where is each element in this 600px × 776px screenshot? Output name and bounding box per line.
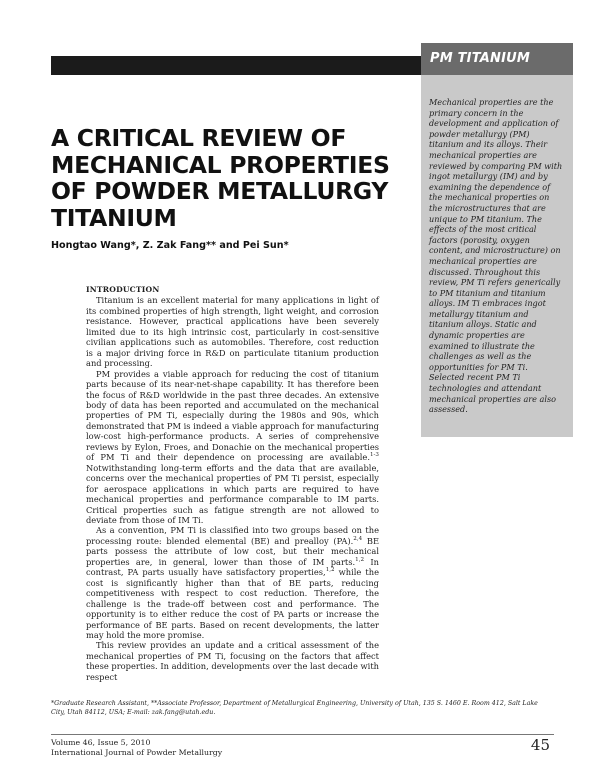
page-number: 45 bbox=[530, 736, 550, 754]
header-bar bbox=[51, 56, 421, 75]
paragraph-1: Titanium is an excellent material for many applications in light of its combined properties of high strength, light weight, and corrosion resistance. However, practical applications have been severely limited due to its high intrinsic cost, particularly in cost-sensitive civilian applications such as automobiles. Therefore, cost reduction is a major driving force in R&D on particulate titanium production and processing. bbox=[86, 295, 379, 369]
footer-divider bbox=[51, 734, 554, 735]
journal-info bbox=[51, 738, 222, 757]
journal-name: International Journal of Powder Metallurgy bbox=[51, 747, 223, 757]
citation-ref: 1-3 bbox=[369, 452, 379, 459]
article-authors: Hongtao Wang*, Z. Zak Fang** and Pei Sun* bbox=[51, 240, 289, 251]
abstract-sidebar bbox=[421, 43, 573, 437]
author-footnote: *Graduate Research Assistant, **Associate Professor, Department of Metallurgical Engineering, University of Utah, 135 S. 1460 E. Room 412, Salt Lake City, Utah 84112, USA; E-mail: zak.fang@utah.edu. bbox=[51, 700, 538, 716]
section-heading-introduction: INTRODUCTION bbox=[86, 285, 160, 294]
paragraph-4: This review provides an update and a critical assessment of the mechanical properties of PM Ti, focusing on the factors that affect these properties. In addition, developments over the last decade with respect bbox=[86, 640, 379, 682]
paragraph-2: PM provides a viable approach for reducing the cost of titanium parts because of its near-net-shape capability. It has therefore been the focus of R&D worldwide in the past three decades. An extensive body of data has been reported and accumulated on the mechanical properties of PM Ti, especially during the 1980s and 90s, which demonstrated that PM is indeed a viable approach for manufacturing low-cost high-performance products. A series of comprehensive reviews by Eylon, Froes, and Donachie on the mechanical properties of PM Ti and their dependence on processing are available.$^{1-3}$ Notwithstanding long-term efforts and the data that are available, concerns over the mechanical properties of PM Ti persist, especially for aerospace applications in which parts are required to have mechanical properties and performance comparable to IM parts. Critical properties such as fatigue strength are not allowed to deviate from those of IM Ti. bbox=[86, 368, 379, 525]
citation-ref: 1,2 bbox=[355, 557, 365, 564]
article-body bbox=[86, 285, 379, 682]
abstract-text: Mechanical properties are the primary concern in the development and application of powder metallurgy (PM) titanium and its alloys. Their mechanical properties are reviewed by comparing PM with ingot metallurgy (IM) and by examining the dependence of the mechanical properties on the microstructures that are unique to PM titanium. The effects of the most critical factors (porosity, oxygen content, and microstructure) on mechanical properties are discussed. Throughout this review, PM Ti refers generically to PM titanium and titanium alloys. IM Ti embraces ingot metallurgy titanium and titanium alloys. Static and dynamic properties are examined to illustrate the challenges as well as the opportunities for PM Ti. Selected recent PM Ti technologies and attendant mechanical properties are also assessed. bbox=[429, 97, 563, 415]
citation-ref: 1,2 bbox=[325, 567, 335, 574]
volume-issue: Volume 46, Issue 5, 2010 bbox=[51, 738, 151, 747]
article-title: A CRITICAL REVIEW OF MECHANICAL PROPERTIES OF POWDER METALLURGY TITANIUM bbox=[51, 124, 390, 232]
section-label: PM TITANIUM bbox=[421, 43, 573, 75]
citation-ref: 2,4 bbox=[353, 536, 363, 543]
paragraph-3: As a convention, PM Ti is classified into two groups based on the processing route: blended elemental (BE) and prealloy (PA).$^{2,4}$ BE parts possess the attribute of low cost, but their mechanical properties are, in general, lower than those of IM parts.$^{1,2}$ In contrast, PA parts usually have satisfactory properties,$^{1,2}$ while the cost is significantly higher than that of BE parts, reducing competitiveness with respect to cost reduction. Therefore, the challenge is the trade-off between cost and performance. The opportunity is to either reduce the cost of PA parts or increase the performance of BE parts. Based on recent developments, the latter may hold the more promise. bbox=[86, 525, 379, 640]
